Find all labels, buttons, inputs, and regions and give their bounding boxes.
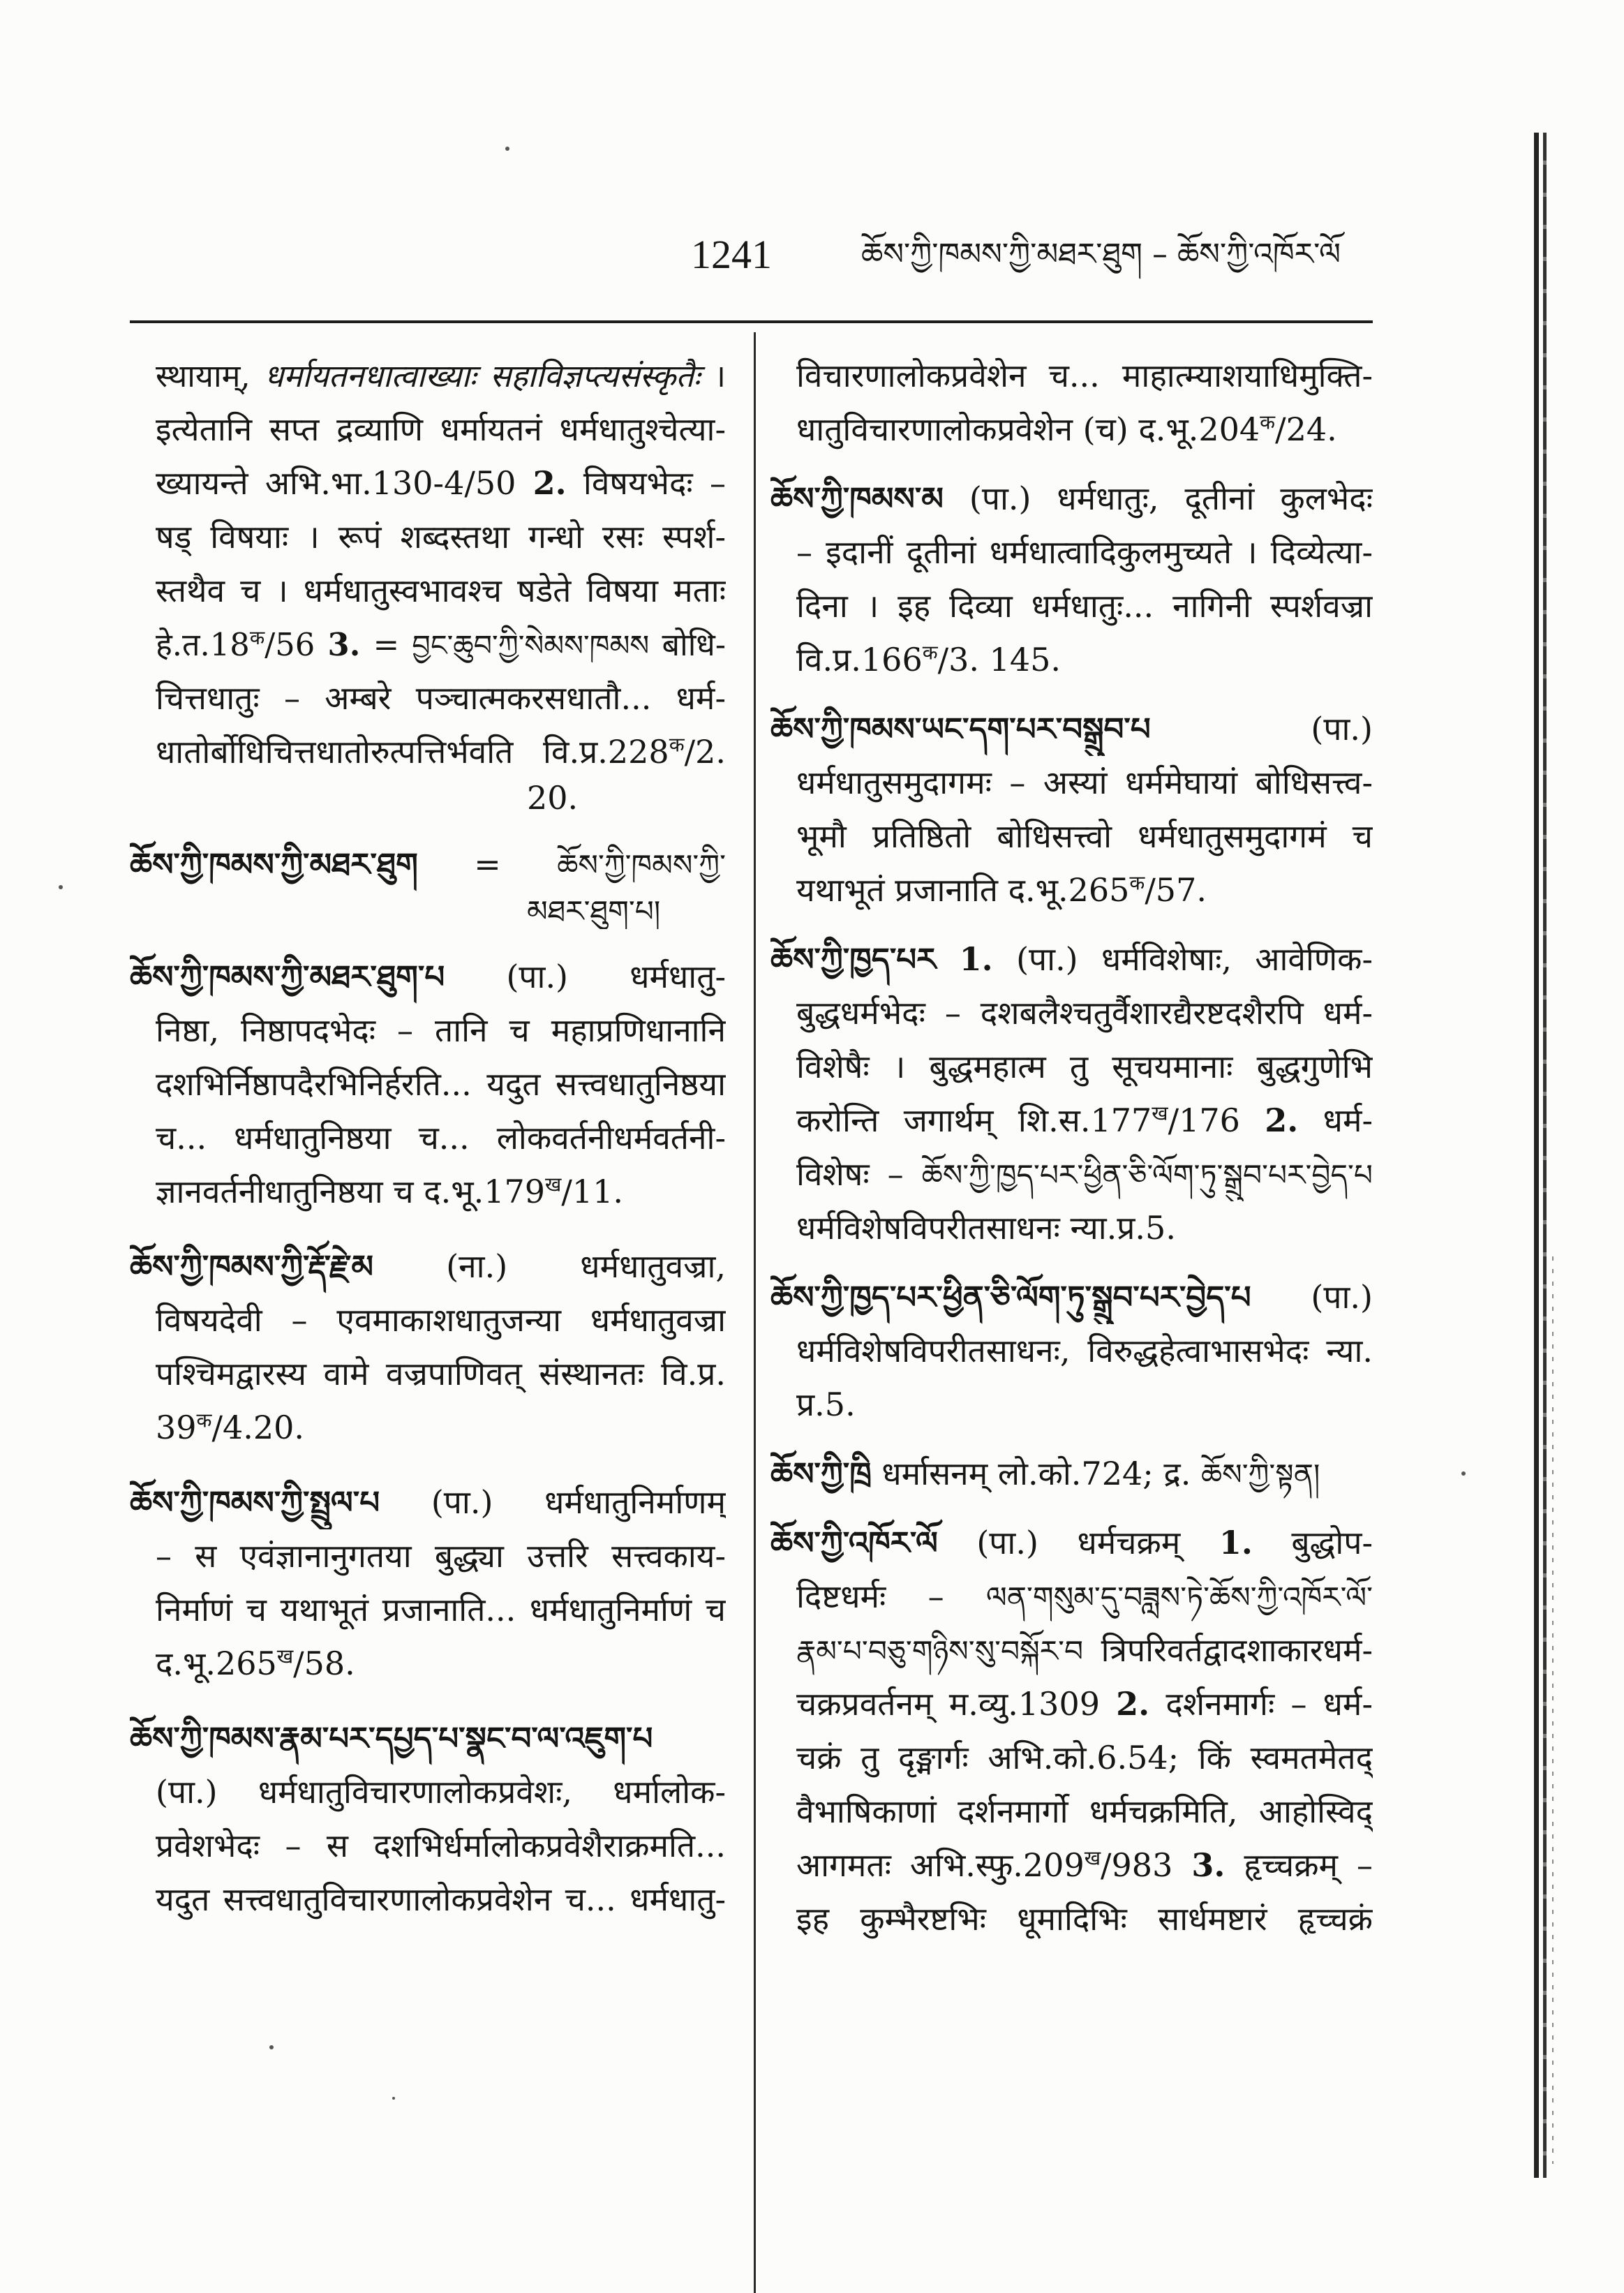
entry-line: [770, 633, 1373, 687]
entry-line: [130, 1111, 726, 1165]
tibetan-headword: ཆོས་ཀྱི་ཁྱད་པར: [770, 941, 937, 978]
tibetan-headword: ཆོས་ཀྱི་ཁམས་ཀྱི་མཐར་ཐུག: [130, 846, 418, 883]
header-rule: [130, 320, 1373, 323]
tibetan-text: ཆོས་ཀྱི་ཁྱད་པར་ཕྱིན་ཅི་ལོག་ཏུ་སྒྲུབ་པར་བྱེད་པ: [921, 1158, 1373, 1192]
sense-number: 1.: [1219, 1524, 1253, 1561]
sanskrit-text: /176: [1168, 1101, 1265, 1139]
tibetan-text: མཐར་ཐུག་པ།: [527, 894, 661, 928]
left-column: [130, 349, 726, 1927]
sanskrit-text: त्रिपरिवर्तद्वादशाकारधर्म-: [1083, 1631, 1373, 1669]
dictionary-entry: [770, 1270, 1373, 1432]
entry-line: [770, 1892, 1373, 1946]
entry-line: [130, 1873, 726, 1927]
binding-edge-dots: [1552, 1256, 1554, 2164]
folio-side-superscript: क: [669, 733, 685, 757]
sanskrit-text: धर्मविशेषविपरीतसाधनः, विरुद्धहेत्वाभासभेदः न्या.: [796, 1332, 1373, 1370]
tibetan-headword: ཆོས་ཀྱི་ཁྱད་པར་ཕྱིན་ཅི་ལོག་ཏུ་སྒྲུབ་པར་བྱེད་པ: [770, 1279, 1251, 1316]
sanskrit-text: धातुविचारणालोकप्रवेशेन (च) द.भू.204: [796, 410, 1260, 448]
sanskrit-text: हे.त.18: [156, 626, 250, 663]
entry-line: [130, 457, 726, 510]
entry-line: [130, 1004, 726, 1058]
entry-line: [130, 1058, 726, 1111]
sanskrit-text: विशेषैः । बुद्धमहात्म तु सूचयमानाः बुद्धगुणेभि: [796, 1048, 1373, 1085]
sanskrit-text: =: [360, 626, 412, 663]
sanskrit-text: /57.: [1145, 871, 1207, 909]
sanskrit-text: प्र.5.: [796, 1386, 856, 1423]
sanskrit-text: हृच्चक्रम् –: [1225, 1846, 1373, 1884]
entry-line: [130, 1293, 726, 1347]
sanskrit-text: चक्रं तु दृङ्मार्गः अभि.को.6.54; किं स्वमतमेतद्: [796, 1739, 1373, 1776]
sanskrit-text: विषयदेवी – एवमाकाशधातुजन्या धर्मधातुवज्रा: [156, 1301, 726, 1339]
tibetan-headword: ཆོས་ཀྱི་ཁམས་ཡང་དག་པར་བསྒྲུབ་པ: [770, 711, 1151, 748]
sanskrit-text: – स एवंज्ञानानुगतया बुद्ध्या उत्तरि सत्त्वकाय-: [156, 1537, 726, 1575]
binding-edge-inner: [1543, 133, 1547, 2178]
folio-side-superscript: क: [922, 641, 938, 665]
sanskrit-text: (पा.) धर्मचक्रम्: [937, 1524, 1219, 1561]
dictionary-entry: [770, 933, 1373, 1255]
sanskrit-text: इत्येतानि सप्त द्रव्याणि धर्मायतनं धर्मधातुश्चेत्या-: [156, 410, 726, 448]
sanskrit-text: (पा.) धर्मविशेषाः, आवेणिक-: [992, 940, 1373, 978]
sanskrit-text: /58.: [293, 1645, 355, 1682]
sense-number: 2.: [532, 464, 567, 502]
entry-line: [130, 1529, 726, 1583]
sanskrit-text: 20.: [527, 779, 579, 817]
sanskrit-text: (पा.) धर्मधातुः, दूतीनां कुलभेदः: [943, 480, 1373, 517]
entry-line: [770, 1731, 1373, 1785]
tibetan-headword: ཆོས་ཀྱི་འཁོར་ལོ: [770, 1524, 938, 1561]
sanskrit-text: यथाभूतं प्रजानाति द.भू.265: [796, 871, 1130, 909]
folio-side-superscript: क: [249, 626, 265, 650]
sanskrit-text: च... धर्मधातुनिष्ठया च... लोकवर्तनीधर्मवर्तनी-: [156, 1119, 726, 1157]
dictionary-entry: [770, 1516, 1373, 1946]
sanskrit-text: धर्मधातुसमुदागमः – अस्यां धर्ममेघायां बोधिसत्त्व-: [796, 764, 1373, 801]
running-head: ཆོས་ཀྱི་ཁམས་ཀྱི་མཐར་ཐུག – ཆོས་ཀྱི་འཁོར་ལོ: [861, 237, 1341, 272]
sanskrit-text: – इदानीं दूतीनां धर्मधात्वादिकुलमुच्यते । दिव्येत्या-: [796, 533, 1373, 571]
entry-line: [770, 526, 1373, 579]
tibetan-headword: ཆོས་ཀྱི་ཁམས་ཀྱི་སྤྲུལ་པ: [130, 1484, 380, 1521]
sanskrit-text: इह कुम्भैरष्टभिः धूमादिभिः सार्धमष्टारं हृच्चक्रं: [796, 1900, 1373, 1938]
sanskrit-text: करोन्ति जगार्थम् शि.स.177: [796, 1101, 1152, 1139]
sanskrit-text: विषयभेदः –: [566, 464, 726, 502]
binding-edge: [1534, 133, 1539, 2178]
scan-speck: [1461, 1471, 1466, 1476]
sanskrit-text: बोधि-: [649, 626, 726, 663]
sanskrit-text: निर्माणं च यथाभूतं प्रजानाति... धर्मधातुनिर्माणं च: [156, 1591, 726, 1628]
sanskrit-text: /11.: [561, 1173, 623, 1210]
entry-line: [130, 1583, 726, 1637]
entry-line: [130, 1819, 726, 1873]
sanskrit-text: ।: [700, 357, 726, 394]
entry-line: [770, 1148, 1373, 1201]
dictionary-entry: [130, 1476, 726, 1691]
sanskrit-text: ज्ञानवर्तनीधातुनिष्ठया च द.भू.179: [156, 1173, 545, 1210]
sanskrit-text: स्तथैव च । धर्मधातुस्वभावश्च षडेते विषया मताः: [156, 572, 726, 609]
tibetan-text: རྣམ་པ་བཅུ་གཉིས་སུ་བསྐོར་བ: [796, 1634, 1084, 1668]
sanskrit-text: दर्शनमार्गः – धर्म-: [1149, 1685, 1373, 1723]
sanskrit-text: प्रवेशभेदः – स दशभिर्धर्मालोकप्रवेशैराक्रमति...: [156, 1827, 726, 1864]
sanskrit-text: चित्तधातुः – अम्बरे पञ्चात्मकरसधातौ... धर्म-: [156, 679, 726, 717]
entry-line: [770, 1324, 1373, 1378]
entry-line: [130, 510, 726, 564]
tibetan-text: ཆོས་ཀྱི་སྟན།: [1201, 1457, 1320, 1492]
sanskrit-text: बुद्धोप-: [1252, 1524, 1373, 1561]
sanskrit-text: (ना.) धर्मधातुवज्रा,: [373, 1247, 726, 1285]
sanskrit-text: [936, 940, 959, 978]
entry-line: [130, 1637, 726, 1691]
sense-number: 1.: [959, 940, 993, 978]
entry-line: [770, 1570, 1373, 1624]
dictionary-entry: [130, 838, 726, 929]
sense-number: 3.: [1191, 1846, 1226, 1884]
scan-speck: [59, 885, 63, 889]
entry-line: [770, 986, 1373, 1040]
entry-line: [130, 838, 726, 891]
entry-line: [770, 1201, 1373, 1255]
scan-speck: [392, 2097, 395, 2100]
dictionary-entry: [130, 1240, 726, 1455]
entry-line: [130, 950, 726, 1004]
dictionary-entry: [130, 1712, 726, 1927]
continued-entry: [130, 349, 726, 817]
dictionary-entry: [770, 1447, 1373, 1501]
tibetan-text: བྱང་ཆུབ་ཀྱི་སེམས་ཁམས: [412, 629, 650, 662]
scan-speck: [269, 2045, 274, 2049]
sanskrit-text: (पा.) धर्मधातुविचारणालोकप्रवेशः, धर्मालोक-: [156, 1773, 726, 1811]
sanskrit-text: 39: [156, 1409, 197, 1446]
entry-line: [770, 1378, 1373, 1432]
entry-line: [770, 349, 1373, 403]
sanskrit-text: आगमतः अभि.स्फु.209: [796, 1846, 1085, 1884]
sanskrit-text: पश्चिमद्वारस्य वामे वज्रपाणिवत् संस्थानतः वि.प्र.: [156, 1355, 726, 1393]
tibetan-text: ཆོས་ཀྱི་ཁམས་ཀྱི་: [557, 848, 726, 882]
sanskrit-text: धर्मासनम् लो.को.724; द्र.: [871, 1455, 1202, 1492]
column-divider: [754, 332, 756, 2293]
entry-line: [770, 579, 1373, 633]
entry-line: [770, 1270, 1373, 1324]
sanskrit-text: /983: [1101, 1846, 1192, 1884]
scan-speck: [505, 147, 509, 151]
entry-line: [770, 702, 1373, 756]
sanskrit-text: (पा.): [1150, 710, 1373, 748]
sanskrit-text: /4.20.: [211, 1409, 304, 1446]
sanskrit-text: स्थायाम्,: [156, 357, 265, 394]
entry-line: [770, 1447, 1373, 1501]
entry-line: [130, 891, 726, 929]
sense-number: 2.: [1265, 1101, 1299, 1139]
sanskrit-text: षड् विषयाः । रूपं शब्दस्तथा गन्धो रसः स्पर्श-: [156, 518, 726, 556]
tibetan-text: ལན་གསུམ་དུ་བཟླས་ཏེ་ཆོས་ཀྱི་འཁོར་ལོ་: [985, 1580, 1373, 1615]
entry-line: [130, 1401, 726, 1455]
page-number: 1241: [691, 232, 772, 277]
folio-side-superscript: क: [1129, 871, 1145, 895]
entry-line: [770, 1677, 1373, 1731]
sanskrit-text: /56: [265, 626, 328, 663]
sanskrit-text: भूमौ प्रतिष्ठितो बोधिसत्त्वो धर्मधातुसमुदागमं च: [796, 817, 1373, 855]
sanskrit-text: धातोर्बोधिचित्तधातोरुत्पत्तिर्भवति वि.प्र.228: [156, 733, 669, 771]
entry-line: [770, 1624, 1373, 1677]
sense-number: 3.: [327, 626, 361, 663]
entry-line: [130, 1476, 726, 1529]
sanskrit-text: धर्म-: [1298, 1101, 1373, 1139]
entry-line: [130, 564, 726, 618]
entry-line: [770, 1094, 1373, 1148]
sanskrit-italic-text: धर्मायतनधात्वाख्याः सहाविज्ञप्त्यसंस्कृतैः: [264, 357, 701, 394]
entry-line: [130, 1165, 726, 1219]
entry-line: [130, 1347, 726, 1401]
sanskrit-text: /3. 145.: [937, 641, 1061, 678]
folio-side-superscript: ख: [1152, 1101, 1168, 1125]
sanskrit-text: /24.: [1275, 410, 1337, 448]
sanskrit-text: यदुत सत्त्वधातुविचारणालोकप्रवेशेन च... धर्मधातु-: [156, 1880, 726, 1918]
folio-side-superscript: क: [1260, 410, 1276, 434]
sanskrit-text: विशेषः –: [796, 1155, 922, 1193]
entry-line: [770, 1839, 1373, 1892]
entry-line: [130, 671, 726, 725]
sanskrit-text: दशभिर्निष्ठापदैरभिनिर्हरति... यदुत सत्त्वधातुनिष्ठया: [156, 1065, 726, 1103]
entry-line: [130, 618, 726, 671]
entry-line: [770, 810, 1373, 863]
entry-line: [770, 756, 1373, 810]
tibetan-headword: ཆོས་ཀྱི་ཁམས་ཀྱི་རྡོ་རྗེ་མ: [130, 1248, 374, 1285]
entry-line: [770, 1516, 1373, 1570]
sanskrit-text: धर्मविशेषविपरीतसाधनः न्या.प्र.5.: [796, 1209, 1176, 1247]
entry-line: [770, 472, 1373, 526]
sanskrit-text: चक्रप्रवर्तनम् म.व्यु.1309: [796, 1685, 1117, 1723]
tibetan-headword: ཆོས་ཀྱི་ཁམས་ཀྱི་མཐར་ཐུག་པ: [130, 958, 445, 995]
dictionary-entry: [130, 950, 726, 1219]
entry-line: [130, 403, 726, 457]
entry-line: [770, 933, 1373, 986]
entry-line: [130, 349, 726, 403]
tibetan-headword: ཆོས་ཀྱི་ཁམས་མ: [770, 480, 944, 517]
entry-line: [130, 725, 726, 779]
sanskrit-text: वैभाषिकाणां दर्शनमार्गो धर्मचक्रमिति, आहोस्विद्: [796, 1793, 1373, 1830]
folio-side-superscript: ख: [545, 1173, 562, 1196]
entry-line: [130, 1712, 726, 1765]
sanskrit-text: निष्ठा, निष्ठापदभेदः – तानि च महाप्रणिधानानि: [156, 1011, 726, 1049]
sanskrit-text: वि.प्र.166: [796, 641, 923, 678]
sanskrit-text: (पा.) धर्मधातुनिर्माणम्: [380, 1483, 726, 1521]
entry-line: [770, 1785, 1373, 1839]
sanskrit-text: दिष्टधर्मः –: [796, 1578, 986, 1615]
continued-entry: [770, 349, 1373, 457]
sanskrit-text: दिना । इह दिव्या धर्मधातुः... नागिनी स्पर्शवज्रा: [796, 587, 1373, 625]
folio-side-superscript: ख: [276, 1645, 294, 1668]
sanskrit-text: (पा.): [1251, 1278, 1373, 1316]
sanskrit-text: ख्यायन्ते अभि.भा.130-4/50: [156, 464, 533, 502]
entry-line: [130, 779, 726, 817]
dictionary-entry: [770, 702, 1373, 917]
tibetan-headword: ཆོས་ཀྱི་ཁྲི: [770, 1455, 872, 1492]
sanskrit-text: (पा.) धर्मधातु-: [445, 958, 726, 995]
entry-line: [770, 863, 1373, 917]
sanskrit-text: =: [417, 845, 558, 883]
sanskrit-text: द.भू.265: [156, 1645, 277, 1682]
entry-line: [130, 1240, 726, 1293]
sanskrit-text: /2.: [684, 733, 726, 771]
dictionary-entry: [770, 472, 1373, 687]
folio-side-superscript: ख: [1084, 1846, 1101, 1870]
folio-side-superscript: क: [196, 1409, 212, 1432]
entry-line: [770, 403, 1373, 457]
sanskrit-text: विचारणालोकप्रवेशेन च... माहात्म्याशयाधिमुक्ति-: [796, 357, 1373, 394]
entry-line: [770, 1040, 1373, 1094]
entry-line: [130, 1765, 726, 1819]
sense-number: 2.: [1116, 1685, 1150, 1723]
sanskrit-text: बुद्धधर्मभेदः – दशबलैश्चतुर्वैशारद्यैरष्टदशैरपि धर्म-: [796, 994, 1373, 1032]
right-column: [770, 349, 1373, 1946]
tibetan-headword: ཆོས་ཀྱི་ཁམས་རྣམ་པར་དཔྱད་པ་སྣང་བ་ལ་འཇུག་པ: [130, 1720, 653, 1757]
